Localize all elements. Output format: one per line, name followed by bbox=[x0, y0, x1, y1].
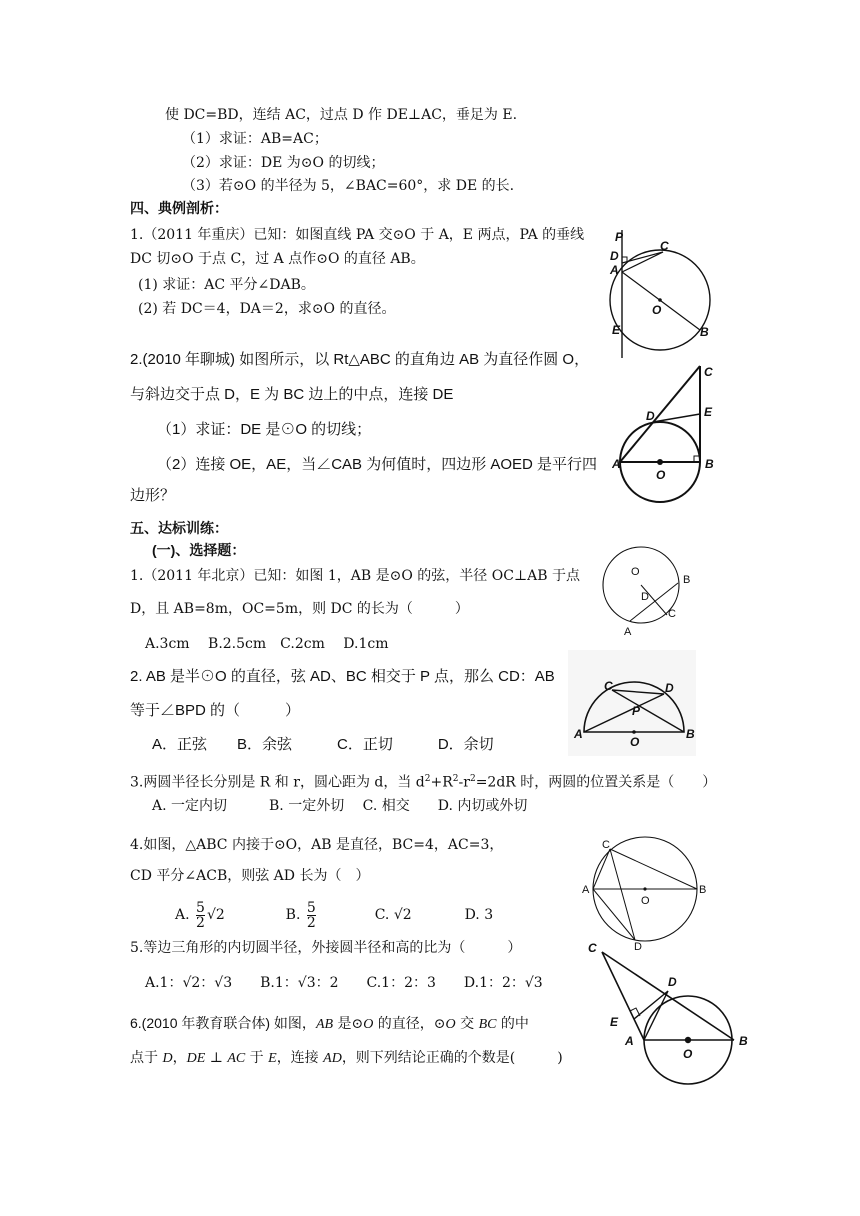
ex1-label-a: A bbox=[610, 263, 619, 277]
ex1-line-4: (2) 若 DC＝4，DA＝2，求⊙O 的直径。 bbox=[138, 301, 396, 317]
ex1-label-c: C bbox=[660, 239, 669, 253]
q1-line-1: 1.（2011 年北京）已知：如图 1，AB 是⊙O 的弦，半径 OC⊥AB 于点 bbox=[130, 568, 580, 584]
ex1-label-p: P bbox=[615, 230, 624, 244]
q2-options: A．正弦 B．余弦 C．正切 D．余切 bbox=[152, 736, 494, 753]
q2-label-c: C bbox=[604, 679, 613, 693]
ex2-line-2: 与斜边交于点 D，E 为 BC 边上的中点，连接 DE bbox=[130, 386, 454, 403]
q1-label-a: A bbox=[624, 626, 632, 637]
q1-figure bbox=[596, 545, 706, 637]
ex1-label-d: D bbox=[610, 249, 619, 263]
q1-label-c: C bbox=[668, 608, 676, 620]
q2-line-1: 2. AB 是半⊙O 的直径，弦 AD、BC 相交于 P 点，那么 CD：AB bbox=[130, 668, 555, 685]
q5-label-c: C bbox=[588, 941, 597, 955]
ex1-line-2: DC 切⊙O 于点 C，过 A 点作⊙O 的直径 AB。 bbox=[130, 251, 425, 267]
q4-label-o: O bbox=[641, 895, 650, 907]
ex2-label-e: E bbox=[704, 405, 713, 419]
q2-label-d: D bbox=[665, 681, 674, 695]
q2-label-o: O bbox=[630, 735, 640, 749]
q4-figure bbox=[578, 834, 710, 950]
ex2-line-5: 边形？ bbox=[130, 487, 176, 504]
q4-line-1: 4.如图，△ABC 内接于⊙O，AB 是直径，BC=4，AC=3， bbox=[130, 837, 504, 853]
q6-line-2: 点于 D，DE ⊥ AC 于 E，连接 AD，则下列结论正确的个数是( ) bbox=[130, 1050, 563, 1066]
ex1-label-e: E bbox=[612, 323, 621, 337]
q5-label-b: B bbox=[739, 1034, 748, 1048]
q2-figure bbox=[568, 650, 696, 756]
q4-label-a: A bbox=[582, 884, 590, 896]
q5-label-e: E bbox=[610, 1015, 619, 1029]
ex2-line-3: （1）求证：DE 是⊙O 的切线； bbox=[157, 421, 372, 438]
q1-label-b: B bbox=[683, 574, 691, 586]
intro-line-3: （2）求证：DE 为⊙O 的切线； bbox=[182, 155, 385, 171]
ex2-label-d: D bbox=[646, 409, 655, 423]
q3-options: A. 一定内切 B. 一定外切 C. 相交 D. 内切或外切 bbox=[152, 798, 528, 814]
q5-label-o: O bbox=[683, 1047, 693, 1061]
ex2-figure bbox=[612, 362, 722, 508]
intro-line-1: 使 DC=BD，连结 AC，过点 D 作 DE⊥AC，垂足为 E. bbox=[165, 107, 518, 123]
q4-label-d: D bbox=[634, 941, 642, 950]
ex2-line-1: 2.(2010 年聊城) 如图所示，以 Rt△ABC 的直角边 AB 为直径作圆 O， bbox=[130, 351, 590, 368]
q3-line-1: 3.两圆半径长分别是 R 和 r，圆心距为 d，当 $d^2+R^2-r^2=2dR$ 时，两圆的位置关系是（ ） bbox=[130, 774, 717, 791]
q5-figure bbox=[582, 936, 762, 1088]
section-5-subtitle: (一)、选择题： bbox=[152, 542, 246, 558]
q2-label-p: P bbox=[632, 704, 641, 718]
intro-line-2: （1）求证：AB=AC； bbox=[182, 131, 328, 147]
q4-line-2: CD 平分∠ACB，则弦 AD 长为（ ） bbox=[130, 868, 370, 884]
q5-line-1: 5.等边三角形的内切圆半径，外接圆半径和高的比为（ ） bbox=[130, 940, 522, 956]
q2-label-a: A bbox=[574, 727, 583, 741]
q1-label-d: D bbox=[641, 591, 649, 603]
ex1-label-b: B bbox=[700, 325, 709, 339]
ex2-label-a: A bbox=[612, 457, 621, 471]
ex1-line-3: (1) 求证：AC 平分∠DAB。 bbox=[138, 277, 315, 293]
section-4-title: 四、典例剖析： bbox=[130, 201, 228, 217]
ex2-label-c: C bbox=[704, 365, 713, 379]
q5-options: A.1：√2：√3 B.1：√3：2 C.1：2：3 D.1：2：√3 bbox=[145, 975, 543, 991]
q5-label-d: D bbox=[668, 975, 677, 989]
ex1-line-1: 1.（2011 年重庆）已知：如图直线 PA 交⊙O 于 A，E 两点，PA 的垂线 bbox=[130, 227, 585, 243]
ex1-label-o: O bbox=[652, 303, 662, 317]
q1-label-o: O bbox=[631, 566, 640, 578]
q1-line-2: D，且 AB=8m，OC=5m，则 DC 的长为（ ） bbox=[130, 601, 469, 617]
intro-line-4: （3）若⊙O 的半径为 5，∠BAC=60°，求 DE 的长. bbox=[182, 178, 515, 194]
ex2-line-4: （2）连接 OE，AE，当∠CAB 为何值时，四边形 AOED 是平行四 bbox=[157, 456, 598, 473]
section-5-title: 五、达标训练： bbox=[130, 520, 228, 536]
ex2-label-o: O bbox=[656, 468, 666, 482]
q2-label-b: B bbox=[686, 727, 695, 741]
ex2-label-b: B bbox=[705, 457, 714, 471]
ex1-figure bbox=[600, 230, 725, 360]
q4-label-c: C bbox=[602, 839, 610, 851]
q4-label-b: B bbox=[699, 884, 707, 896]
q5-label-a: A bbox=[625, 1034, 634, 1048]
q4-options: A. $\frac{5}{2}$ √2 B. $\frac{5}{2}$ C. √2 D. 3 bbox=[175, 899, 494, 931]
q6-line-1: 6.(2010 年教育联合体) 如图，AB 是⊙O 的直径，⊙O 交 BC 的中 bbox=[130, 1015, 529, 1032]
q1-options: A.3cm B.2.5cm C.2cm D.1cm bbox=[145, 636, 389, 652]
q2-line-2: 等于∠BPD 的（ ） bbox=[130, 702, 301, 719]
